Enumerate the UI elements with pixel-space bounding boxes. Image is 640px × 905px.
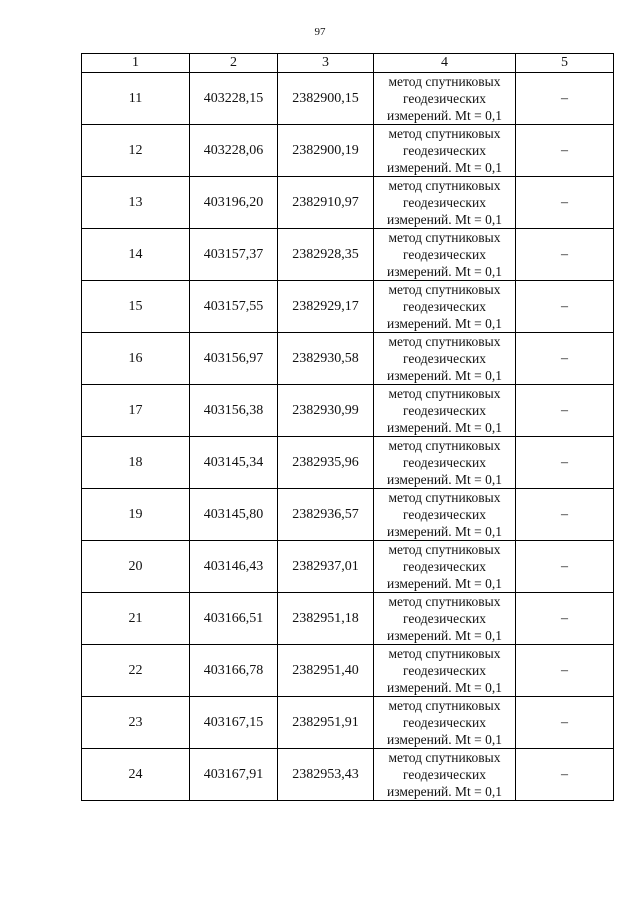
x-coordinate-cell: 403145,34 (190, 437, 278, 489)
column-header-4: 4 (374, 54, 516, 73)
method-line: геодезических (403, 767, 486, 782)
point-number-cell: 23 (82, 697, 190, 749)
method-line: геодезических (403, 455, 486, 470)
table-row (82, 125, 614, 177)
table-row (82, 593, 614, 645)
method-line: геодезических (403, 351, 486, 366)
note-cell: – (516, 73, 614, 125)
y-coordinate-cell: 2382935,96 (278, 437, 374, 489)
y-coordinate-cell: 2382951,40 (278, 645, 374, 697)
y-coordinate-cell: 2382937,01 (278, 541, 374, 593)
point-number-cell: 14 (82, 229, 190, 281)
page-number: 97 (314, 26, 326, 38)
method-line: геодезических (403, 299, 486, 314)
coordinates-table (81, 53, 614, 801)
note-cell: – (516, 177, 614, 229)
table-row (82, 437, 614, 489)
point-number-cell: 16 (82, 333, 190, 385)
table-header (82, 54, 614, 73)
table-row (82, 645, 614, 697)
method-line: измерений. Mt = 0,1 (386, 472, 503, 487)
y-coordinate-cell: 2382953,43 (278, 749, 374, 801)
method-line: измерений. Mt = 0,1 (386, 680, 503, 695)
point-number-cell: 18 (82, 437, 190, 489)
method-line: измерений. Mt = 0,1 (386, 784, 503, 799)
table-row (82, 177, 614, 229)
column-header-1: 1 (82, 54, 190, 73)
method-line: геодезических (403, 559, 486, 574)
x-coordinate-cell: 403157,37 (190, 229, 278, 281)
method-cell (374, 333, 516, 385)
table-body (82, 73, 614, 801)
point-number-cell: 22 (82, 645, 190, 697)
x-coordinate-cell: 403156,97 (190, 333, 278, 385)
table-row (82, 489, 614, 541)
header-row (82, 54, 614, 73)
method-line: измерений. Mt = 0,1 (386, 576, 503, 591)
point-number-cell: 21 (82, 593, 190, 645)
note-cell: – (516, 385, 614, 437)
note-cell: – (516, 281, 614, 333)
table-row (82, 333, 614, 385)
method-line: измерений. Mt = 0,1 (386, 264, 503, 279)
column-header-2: 2 (190, 54, 278, 73)
method-cell (374, 177, 516, 229)
point-number-cell: 24 (82, 749, 190, 801)
method-line: измерений. Mt = 0,1 (386, 524, 503, 539)
x-coordinate-cell: 403166,78 (190, 645, 278, 697)
method-line: измерений. Mt = 0,1 (386, 420, 503, 435)
point-number-cell: 19 (82, 489, 190, 541)
x-coordinate-cell: 403167,91 (190, 749, 278, 801)
point-number-cell: 13 (82, 177, 190, 229)
method-line: метод спутниковых (388, 230, 501, 245)
y-coordinate-cell: 2382929,17 (278, 281, 374, 333)
method-line: измерений. Mt = 0,1 (386, 108, 503, 123)
note-cell: – (516, 437, 614, 489)
method-cell (374, 229, 516, 281)
method-line: геодезических (403, 403, 486, 418)
method-line: метод спутниковых (388, 698, 501, 713)
method-line: измерений. Mt = 0,1 (386, 732, 503, 747)
method-line: метод спутниковых (388, 646, 501, 661)
table-row (82, 541, 614, 593)
method-line: метод спутниковых (388, 750, 501, 765)
x-coordinate-cell: 403196,20 (190, 177, 278, 229)
method-line: метод спутниковых (388, 74, 501, 89)
table-row (82, 73, 614, 125)
y-coordinate-cell: 2382910,97 (278, 177, 374, 229)
note-cell: – (516, 749, 614, 801)
method-line: геодезических (403, 143, 486, 158)
note-cell: – (516, 593, 614, 645)
method-line: метод спутниковых (388, 438, 501, 453)
column-header-5: 5 (516, 54, 614, 73)
table-row (82, 697, 614, 749)
x-coordinate-cell: 403228,15 (190, 73, 278, 125)
method-line: геодезических (403, 91, 486, 106)
method-line: измерений. Mt = 0,1 (386, 628, 503, 643)
method-line: метод спутниковых (388, 282, 501, 297)
method-cell (374, 593, 516, 645)
y-coordinate-cell: 2382900,15 (278, 73, 374, 125)
method-cell (374, 281, 516, 333)
method-cell (374, 125, 516, 177)
x-coordinate-cell: 403167,15 (190, 697, 278, 749)
method-line: геодезических (403, 663, 486, 678)
method-cell (374, 437, 516, 489)
method-line: измерений. Mt = 0,1 (386, 160, 503, 175)
y-coordinate-cell: 2382930,99 (278, 385, 374, 437)
method-line: геодезических (403, 247, 486, 262)
note-cell: – (516, 489, 614, 541)
column-header-3: 3 (278, 54, 374, 73)
method-line: метод спутниковых (388, 334, 501, 349)
method-line: метод спутниковых (388, 178, 501, 193)
note-cell: – (516, 125, 614, 177)
y-coordinate-cell: 2382951,18 (278, 593, 374, 645)
note-cell: – (516, 333, 614, 385)
method-line: измерений. Mt = 0,1 (386, 212, 503, 227)
point-number-cell: 12 (82, 125, 190, 177)
table-row (82, 749, 614, 801)
note-cell: – (516, 645, 614, 697)
x-coordinate-cell: 403156,38 (190, 385, 278, 437)
method-line: геодезических (403, 507, 486, 522)
method-cell (374, 541, 516, 593)
note-cell: – (516, 697, 614, 749)
y-coordinate-cell: 2382951,91 (278, 697, 374, 749)
x-coordinate-cell: 403228,06 (190, 125, 278, 177)
table-row (82, 385, 614, 437)
x-coordinate-cell: 403146,43 (190, 541, 278, 593)
x-coordinate-cell: 403166,51 (190, 593, 278, 645)
method-line: метод спутниковых (388, 490, 501, 505)
method-cell (374, 385, 516, 437)
method-line: измерений. Mt = 0,1 (386, 368, 503, 383)
method-line: геодезических (403, 611, 486, 626)
note-cell: – (516, 541, 614, 593)
x-coordinate-cell: 403145,80 (190, 489, 278, 541)
method-line: метод спутниковых (388, 386, 501, 401)
point-number-cell: 17 (82, 385, 190, 437)
note-cell: – (516, 229, 614, 281)
method-cell (374, 645, 516, 697)
method-cell (374, 697, 516, 749)
point-number-cell: 20 (82, 541, 190, 593)
y-coordinate-cell: 2382930,58 (278, 333, 374, 385)
table-row (82, 281, 614, 333)
method-line: измерений. Mt = 0,1 (386, 316, 503, 331)
method-cell (374, 489, 516, 541)
method-cell (374, 749, 516, 801)
method-line: метод спутниковых (388, 542, 501, 557)
method-line: метод спутниковых (388, 594, 501, 609)
x-coordinate-cell: 403157,55 (190, 281, 278, 333)
y-coordinate-cell: 2382928,35 (278, 229, 374, 281)
y-coordinate-cell: 2382900,19 (278, 125, 374, 177)
method-line: метод спутниковых (388, 126, 501, 141)
method-cell (374, 73, 516, 125)
table-row (82, 229, 614, 281)
y-coordinate-cell: 2382936,57 (278, 489, 374, 541)
point-number-cell: 15 (82, 281, 190, 333)
method-line: геодезических (403, 195, 486, 210)
method-line: геодезических (403, 715, 486, 730)
point-number-cell: 11 (82, 73, 190, 125)
